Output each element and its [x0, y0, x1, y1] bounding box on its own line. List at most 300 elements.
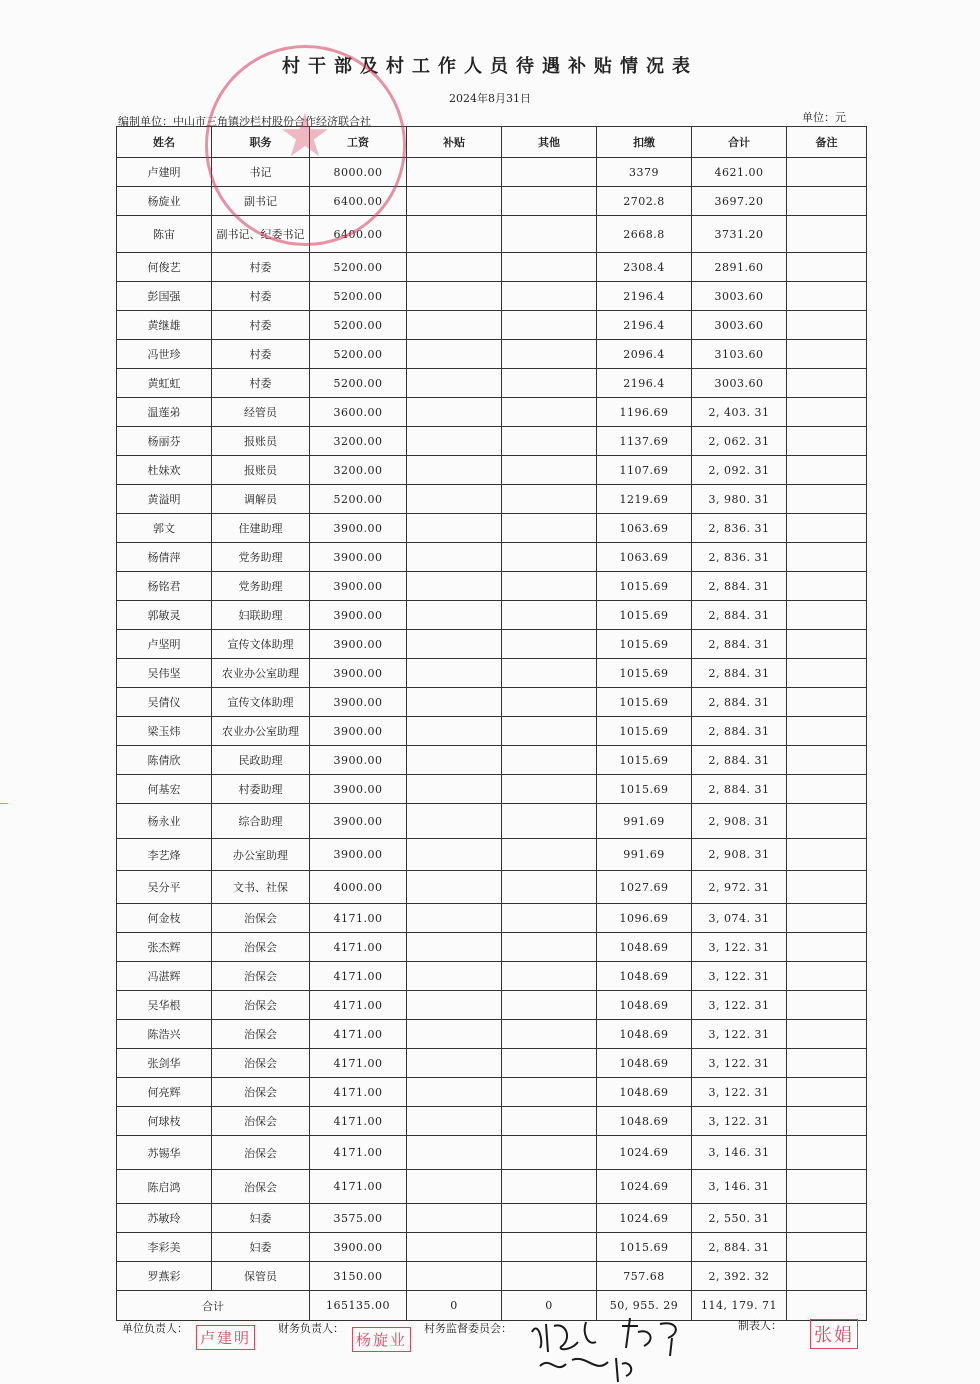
document-title: 村干部及村工作人员待遇补贴情况表 [282, 56, 698, 77]
cell-subsidy [407, 871, 502, 904]
cell-total: 3103.60 [692, 340, 787, 369]
cell-note [787, 630, 867, 659]
col-header-wage: 工资 [310, 127, 407, 158]
cell-wage: 4171.00 [310, 1170, 407, 1204]
cell-name: 吴分平 [117, 871, 212, 904]
cell-deduct: 1048.69 [597, 991, 692, 1020]
totals-subsidy: 0 [407, 1291, 502, 1321]
col-header-role: 职务 [212, 127, 310, 158]
cell-deduct: 1024.69 [597, 1204, 692, 1233]
cell-name: 何俊艺 [117, 253, 212, 282]
cell-subsidy [407, 775, 502, 804]
cell-total: 2, 392. 32 [692, 1262, 787, 1291]
table-row [117, 688, 867, 717]
cell-deduct: 1024.69 [597, 1136, 692, 1170]
cell-deduct: 1048.69 [597, 1049, 692, 1078]
cell-total: 2, 884. 31 [692, 659, 787, 688]
cell-subsidy [407, 572, 502, 601]
cell-note [787, 991, 867, 1020]
totals-note [787, 1291, 867, 1321]
cell-name: 何亮辉 [117, 1078, 212, 1107]
table-row [117, 369, 867, 398]
cell-deduct: 3379 [597, 158, 692, 187]
table-row [117, 1170, 867, 1204]
cell-name: 苏锡华 [117, 1136, 212, 1170]
cell-wage: 5200.00 [310, 340, 407, 369]
cell-total: 3003.60 [692, 282, 787, 311]
cell-wage: 3900.00 [310, 717, 407, 746]
cell-deduct: 991.69 [597, 804, 692, 839]
table-row [117, 933, 867, 962]
cell-other [502, 398, 597, 427]
table-row [117, 991, 867, 1020]
col-header-total: 合计 [692, 127, 787, 158]
cell-other [502, 572, 597, 601]
cell-note [787, 543, 867, 572]
cell-other [502, 659, 597, 688]
cell-other [502, 630, 597, 659]
cell-note [787, 1078, 867, 1107]
col-header-name: 姓名 [117, 127, 212, 158]
cell-wage: 6400.00 [310, 187, 407, 216]
cell-total: 2, 884. 31 [692, 717, 787, 746]
table-row [117, 158, 867, 187]
cell-total: 3, 146. 31 [692, 1136, 787, 1170]
cell-subsidy [407, 398, 502, 427]
col-header-note: 备注 [787, 127, 867, 158]
cell-note [787, 514, 867, 543]
cell-subsidy [407, 1204, 502, 1233]
cell-other [502, 1204, 597, 1233]
cell-total: 2, 092. 31 [692, 456, 787, 485]
handwritten-signatures [526, 1312, 706, 1384]
cell-subsidy [407, 1136, 502, 1170]
cell-wage: 4171.00 [310, 1107, 407, 1136]
cell-total: 2, 884. 31 [692, 688, 787, 717]
cell-role: 宣传文体助理 [212, 630, 310, 659]
cell-deduct: 1015.69 [597, 601, 692, 630]
cell-subsidy [407, 601, 502, 630]
table-row [117, 253, 867, 282]
cell-note [787, 311, 867, 340]
cell-name: 张杰辉 [117, 933, 212, 962]
cell-wage: 4171.00 [310, 933, 407, 962]
cell-total: 3, 980. 31 [692, 485, 787, 514]
table-header-row [117, 127, 867, 158]
cell-subsidy [407, 369, 502, 398]
cell-other [502, 340, 597, 369]
cell-subsidy [407, 1020, 502, 1049]
cell-total: 3003.60 [692, 369, 787, 398]
table-row [117, 839, 867, 871]
cell-name: 张剑华 [117, 1049, 212, 1078]
cell-role: 保管员 [212, 1262, 310, 1291]
cell-wage: 5200.00 [310, 369, 407, 398]
cell-role: 住建助理 [212, 514, 310, 543]
cell-name: 黄继雄 [117, 311, 212, 340]
cell-deduct: 1048.69 [597, 962, 692, 991]
cell-wage: 3200.00 [310, 456, 407, 485]
cell-wage: 3575.00 [310, 1204, 407, 1233]
cell-wage: 4171.00 [310, 1078, 407, 1107]
cell-subsidy [407, 933, 502, 962]
cell-note [787, 1020, 867, 1049]
table-row [117, 804, 867, 839]
cell-role: 妇委 [212, 1233, 310, 1262]
cell-deduct: 991.69 [597, 839, 692, 871]
compiling-unit: 编制单位：中山市三角镇沙栏村股份合作经济联合社 [118, 115, 371, 128]
cell-role: 村委 [212, 253, 310, 282]
cell-other [502, 688, 597, 717]
cell-note [787, 427, 867, 456]
cell-deduct: 757.68 [597, 1262, 692, 1291]
cell-role: 村委 [212, 282, 310, 311]
cell-total: 2, 884. 31 [692, 775, 787, 804]
cell-other [502, 1233, 597, 1262]
cell-role: 村委 [212, 340, 310, 369]
cell-total: 2, 908. 31 [692, 804, 787, 839]
cell-note [787, 933, 867, 962]
cell-wage: 4000.00 [310, 871, 407, 904]
cell-name: 杨倩萍 [117, 543, 212, 572]
cell-total: 2, 908. 31 [692, 839, 787, 871]
footer-supervision-label: 村务监督委员会： [424, 1322, 512, 1335]
cell-note [787, 659, 867, 688]
cell-subsidy [407, 962, 502, 991]
cell-wage: 4171.00 [310, 1136, 407, 1170]
cell-wage: 4171.00 [310, 1020, 407, 1049]
cell-subsidy [407, 659, 502, 688]
cell-role: 村委 [212, 311, 310, 340]
cell-role: 农业办公室助理 [212, 717, 310, 746]
cell-total: 4621.00 [692, 158, 787, 187]
cell-role: 文书、社保 [212, 871, 310, 904]
cell-total: 3731.20 [692, 216, 787, 253]
table-row [117, 1078, 867, 1107]
cell-other [502, 746, 597, 775]
cell-deduct: 1096.69 [597, 904, 692, 933]
cell-other [502, 1107, 597, 1136]
cell-subsidy [407, 282, 502, 311]
table-row [117, 904, 867, 933]
cell-note [787, 688, 867, 717]
cell-name: 卢建明 [117, 158, 212, 187]
cell-wage: 5200.00 [310, 253, 407, 282]
cell-other [502, 1020, 597, 1049]
cell-role: 民政助理 [212, 746, 310, 775]
footer-finance-head-label: 财务负责人： [278, 1322, 344, 1335]
cell-role: 治保会 [212, 933, 310, 962]
cell-other [502, 1049, 597, 1078]
cell-deduct: 2196.4 [597, 311, 692, 340]
cell-note [787, 871, 867, 904]
table-row [117, 630, 867, 659]
cell-wage: 3150.00 [310, 1262, 407, 1291]
cell-total: 2, 836. 31 [692, 543, 787, 572]
cell-total: 3, 122. 31 [692, 1020, 787, 1049]
cell-name: 杨铭君 [117, 572, 212, 601]
cell-subsidy [407, 839, 502, 871]
cell-role: 报账员 [212, 427, 310, 456]
cell-role: 农业办公室助理 [212, 659, 310, 688]
cell-note [787, 456, 867, 485]
cell-subsidy [407, 804, 502, 839]
cell-subsidy [407, 904, 502, 933]
cell-note [787, 775, 867, 804]
cell-role: 宣传文体助理 [212, 688, 310, 717]
cell-other [502, 1078, 597, 1107]
cell-name: 温莲弟 [117, 398, 212, 427]
cell-other [502, 839, 597, 871]
col-header-subsidy: 补贴 [407, 127, 502, 158]
cell-deduct: 1015.69 [597, 659, 692, 688]
cell-other [502, 253, 597, 282]
cell-note [787, 572, 867, 601]
footer-unit-head-label: 单位负责人： [122, 1322, 188, 1335]
cell-other [502, 601, 597, 630]
cell-note [787, 369, 867, 398]
cell-subsidy [407, 216, 502, 253]
cell-note [787, 1136, 867, 1170]
cell-other [502, 187, 597, 216]
stamp-preparer: 张娟 [810, 1319, 858, 1349]
cell-role: 妇联助理 [212, 601, 310, 630]
cell-deduct: 1137.69 [597, 427, 692, 456]
cell-subsidy [407, 688, 502, 717]
cell-other [502, 427, 597, 456]
table-row [117, 456, 867, 485]
table-row [117, 962, 867, 991]
table-row [117, 311, 867, 340]
cell-note [787, 1233, 867, 1262]
cell-name: 冯湛辉 [117, 962, 212, 991]
table-row [117, 398, 867, 427]
cell-other [502, 485, 597, 514]
cell-role: 治保会 [212, 1136, 310, 1170]
cell-total: 2891.60 [692, 253, 787, 282]
cell-deduct: 1048.69 [597, 1020, 692, 1049]
table-row [117, 601, 867, 630]
cell-note [787, 187, 867, 216]
cell-wage: 3900.00 [310, 659, 407, 688]
stamp-finance-head: 杨旋业 [352, 1327, 411, 1352]
table-body [117, 158, 867, 1291]
cell-subsidy [407, 514, 502, 543]
cell-other [502, 282, 597, 311]
table-row [117, 187, 867, 216]
cell-subsidy [407, 991, 502, 1020]
cell-wage: 3200.00 [310, 427, 407, 456]
cell-other [502, 514, 597, 543]
table-row [117, 1262, 867, 1291]
cell-subsidy [407, 485, 502, 514]
table-row [117, 282, 867, 311]
cell-total: 2, 403. 31 [692, 398, 787, 427]
cell-role: 治保会 [212, 1107, 310, 1136]
table-row [117, 717, 867, 746]
cell-total: 2, 884. 31 [692, 601, 787, 630]
cell-role: 治保会 [212, 991, 310, 1020]
cell-subsidy [407, 1262, 502, 1291]
cell-name: 黄溢明 [117, 485, 212, 514]
cell-other [502, 158, 597, 187]
cell-deduct: 1048.69 [597, 1107, 692, 1136]
cell-total: 2, 884. 31 [692, 746, 787, 775]
cell-wage: 3900.00 [310, 543, 407, 572]
table-row [117, 775, 867, 804]
cell-wage: 3900.00 [310, 775, 407, 804]
stamp-unit-head: 卢建明 [196, 1325, 255, 1350]
seal-star-icon: ★ [278, 101, 332, 171]
table-row [117, 340, 867, 369]
cell-deduct: 1015.69 [597, 630, 692, 659]
totals-row [117, 1291, 867, 1321]
col-header-other: 其他 [502, 127, 597, 158]
cell-subsidy [407, 253, 502, 282]
cell-other [502, 369, 597, 398]
cell-deduct: 2196.4 [597, 369, 692, 398]
cell-note [787, 253, 867, 282]
cell-other [502, 1262, 597, 1291]
cell-total: 3, 122. 31 [692, 1107, 787, 1136]
cell-role: 副书记 [212, 187, 310, 216]
cell-other [502, 804, 597, 839]
cell-deduct: 2308.4 [597, 253, 692, 282]
cell-name: 杜妹欢 [117, 456, 212, 485]
cell-name: 杨永业 [117, 804, 212, 839]
cell-other [502, 933, 597, 962]
cell-role: 村委 [212, 369, 310, 398]
cell-role: 书记 [212, 158, 310, 187]
cell-name: 杨丽芬 [117, 427, 212, 456]
cell-total: 3, 122. 31 [692, 1078, 787, 1107]
cell-subsidy [407, 1078, 502, 1107]
cell-name: 何球枝 [117, 1107, 212, 1136]
cell-total: 3, 122. 31 [692, 962, 787, 991]
cell-total: 3, 074. 31 [692, 904, 787, 933]
document-date: 2024年8月31日 [449, 92, 531, 105]
cell-deduct: 1015.69 [597, 688, 692, 717]
cell-role: 治保会 [212, 1020, 310, 1049]
cell-note [787, 1107, 867, 1136]
cell-total: 2, 884. 31 [692, 630, 787, 659]
cell-subsidy [407, 456, 502, 485]
cell-total: 2, 836. 31 [692, 514, 787, 543]
cell-total: 3003.60 [692, 311, 787, 340]
totals-total: 114, 179. 71 [692, 1291, 787, 1321]
totals-wage: 165135.00 [310, 1291, 407, 1321]
currency-unit: 单位：元 [802, 111, 846, 124]
table-row [117, 1136, 867, 1170]
footer-preparer-label: 制表人： [738, 1319, 782, 1332]
cell-role: 办公室助理 [212, 839, 310, 871]
cell-note [787, 746, 867, 775]
cell-name: 李艺烽 [117, 839, 212, 871]
table-row [117, 1107, 867, 1136]
cell-total: 2, 550. 31 [692, 1204, 787, 1233]
table-row [117, 216, 867, 253]
cell-subsidy [407, 1233, 502, 1262]
cell-role: 妇委 [212, 1204, 310, 1233]
col-header-deduct: 扣缴 [597, 127, 692, 158]
cell-wage: 4171.00 [310, 991, 407, 1020]
table-row [117, 871, 867, 904]
cell-total: 2, 972. 31 [692, 871, 787, 904]
cell-deduct: 1015.69 [597, 746, 692, 775]
cell-total: 3, 122. 31 [692, 991, 787, 1020]
table-row [117, 1049, 867, 1078]
cell-name: 杨旋业 [117, 187, 212, 216]
table-row [117, 543, 867, 572]
cell-subsidy [407, 427, 502, 456]
cell-wage: 5200.00 [310, 282, 407, 311]
cell-note [787, 158, 867, 187]
cell-other [502, 871, 597, 904]
cell-note [787, 1170, 867, 1204]
cell-role: 治保会 [212, 1170, 310, 1204]
cell-note [787, 485, 867, 514]
cell-subsidy [407, 543, 502, 572]
cell-role: 治保会 [212, 962, 310, 991]
cell-wage: 3600.00 [310, 398, 407, 427]
cell-role: 党务助理 [212, 543, 310, 572]
totals-other: 0 [502, 1291, 597, 1321]
cell-role: 党务助理 [212, 572, 310, 601]
cell-name: 吴华根 [117, 991, 212, 1020]
cell-role: 副书记、纪委书记 [212, 216, 310, 253]
totals-deduct: 50, 955. 29 [597, 1291, 692, 1321]
cell-other [502, 962, 597, 991]
cell-subsidy [407, 630, 502, 659]
cell-deduct: 2196.4 [597, 282, 692, 311]
table-row [117, 514, 867, 543]
cell-subsidy [407, 340, 502, 369]
cell-other [502, 1136, 597, 1170]
cell-other [502, 216, 597, 253]
cell-wage: 3900.00 [310, 514, 407, 543]
cell-note [787, 1204, 867, 1233]
cell-wage: 3900.00 [310, 1233, 407, 1262]
cell-other [502, 904, 597, 933]
cell-total: 3697.20 [692, 187, 787, 216]
cell-name: 李彩美 [117, 1233, 212, 1262]
cell-subsidy [407, 1107, 502, 1136]
cell-other [502, 311, 597, 340]
cell-wage: 3900.00 [310, 601, 407, 630]
cell-name: 梁玉炜 [117, 717, 212, 746]
cell-other [502, 543, 597, 572]
cell-name: 何金枝 [117, 904, 212, 933]
table-row [117, 746, 867, 775]
cell-note [787, 717, 867, 746]
cell-wage: 3900.00 [310, 839, 407, 871]
cell-note [787, 839, 867, 871]
allowance-table [116, 126, 867, 1321]
cell-deduct: 1048.69 [597, 1078, 692, 1107]
cell-wage: 5200.00 [310, 311, 407, 340]
cell-subsidy [407, 1170, 502, 1204]
cell-note [787, 904, 867, 933]
cell-note [787, 1049, 867, 1078]
cell-name: 罗燕彩 [117, 1262, 212, 1291]
cell-note [787, 1262, 867, 1291]
margin-mark [0, 803, 8, 804]
cell-role: 报账员 [212, 456, 310, 485]
cell-wage: 3900.00 [310, 804, 407, 839]
cell-total: 3, 122. 31 [692, 933, 787, 962]
cell-other [502, 717, 597, 746]
cell-wage: 3900.00 [310, 572, 407, 601]
